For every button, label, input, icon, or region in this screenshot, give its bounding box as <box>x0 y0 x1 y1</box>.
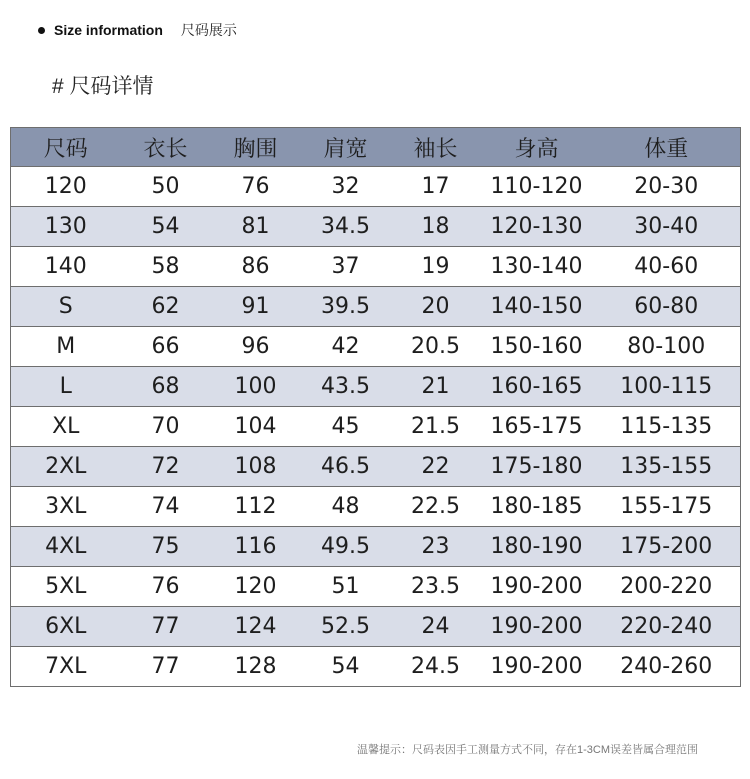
table-cell: 37 <box>301 247 391 287</box>
table-cell: 100-115 <box>593 367 741 407</box>
table-cell: 150-160 <box>481 327 593 367</box>
table-row <box>11 487 741 527</box>
table-cell: 3XL <box>11 487 121 527</box>
table-cell: 140 <box>11 247 121 287</box>
table-row <box>11 447 741 487</box>
table-cell: 140-150 <box>481 287 593 327</box>
table-cell: 70 <box>121 407 211 447</box>
table-cell: 40-60 <box>593 247 741 287</box>
table-cell: 46.5 <box>301 447 391 487</box>
size-table <box>10 127 741 687</box>
table-cell: 43.5 <box>301 367 391 407</box>
table-cell: 72 <box>121 447 211 487</box>
header <box>38 20 237 40</box>
table-cell: 17 <box>391 167 481 207</box>
table-cell: 76 <box>121 567 211 607</box>
table-row <box>11 327 741 367</box>
table-cell: 120 <box>211 567 301 607</box>
table-cell: 18 <box>391 207 481 247</box>
table-row <box>11 527 741 567</box>
table-cell: 124 <box>211 607 301 647</box>
table-cell: 100 <box>211 367 301 407</box>
table-cell: 62 <box>121 287 211 327</box>
table-row <box>11 567 741 607</box>
table-cell: 5XL <box>11 567 121 607</box>
column-header: 袖长 <box>391 128 481 167</box>
table-row <box>11 647 741 687</box>
size-information-title: Size information <box>54 22 163 38</box>
table-cell: 4XL <box>11 527 121 567</box>
table-cell: 75 <box>121 527 211 567</box>
table-cell: 34.5 <box>301 207 391 247</box>
table-cell: 240-260 <box>593 647 741 687</box>
table-cell: 116 <box>211 527 301 567</box>
table-cell: XL <box>11 407 121 447</box>
table-cell: 77 <box>121 607 211 647</box>
table-cell: 130 <box>11 207 121 247</box>
table-cell: 66 <box>121 327 211 367</box>
table-cell: L <box>11 367 121 407</box>
table-cell: 19 <box>391 247 481 287</box>
table-cell: 200-220 <box>593 567 741 607</box>
table-cell: 130-140 <box>481 247 593 287</box>
table-header-row <box>11 128 741 167</box>
table-cell: 115-135 <box>593 407 741 447</box>
table-cell: 110-120 <box>481 167 593 207</box>
table-cell: 50 <box>121 167 211 207</box>
table-cell: 120 <box>11 167 121 207</box>
table-cell: 21 <box>391 367 481 407</box>
table-cell: 39.5 <box>301 287 391 327</box>
table-cell: 48 <box>301 487 391 527</box>
table-cell: 32 <box>301 167 391 207</box>
table-row <box>11 247 741 287</box>
table-cell: 42 <box>301 327 391 367</box>
column-header: 体重 <box>593 128 741 167</box>
table-cell: 20 <box>391 287 481 327</box>
table-cell: 45 <box>301 407 391 447</box>
table-cell: 80-100 <box>593 327 741 367</box>
table-cell: 91 <box>211 287 301 327</box>
table-cell: 77 <box>121 647 211 687</box>
table-row <box>11 407 741 447</box>
table-cell: 128 <box>211 647 301 687</box>
table-cell: 74 <box>121 487 211 527</box>
column-header: 胸围 <box>211 128 301 167</box>
table-cell: 81 <box>211 207 301 247</box>
table-cell: 22 <box>391 447 481 487</box>
table-cell: 58 <box>121 247 211 287</box>
column-header: 肩宽 <box>301 128 391 167</box>
table-cell: 180-190 <box>481 527 593 567</box>
table-row <box>11 367 741 407</box>
table-cell: 96 <box>211 327 301 367</box>
table-cell: 135-155 <box>593 447 741 487</box>
table-cell: 220-240 <box>593 607 741 647</box>
column-header: 尺码 <box>11 128 121 167</box>
table-row <box>11 207 741 247</box>
table-cell: 76 <box>211 167 301 207</box>
table-cell: 30-40 <box>593 207 741 247</box>
table-cell: 160-165 <box>481 367 593 407</box>
table-cell: 20-30 <box>593 167 741 207</box>
table-row <box>11 167 741 207</box>
table-row <box>11 607 741 647</box>
bullet-icon <box>38 27 45 34</box>
table-cell: 68 <box>121 367 211 407</box>
table-cell: M <box>11 327 121 367</box>
table-cell: 108 <box>211 447 301 487</box>
table-cell: 24 <box>391 607 481 647</box>
footnote: 温馨提示：尺码表因手工测量方式不同，存在1-3CM误差皆属合理范围 <box>356 744 698 756</box>
table-cell: 23.5 <box>391 567 481 607</box>
table-row <box>11 287 741 327</box>
table-cell: 2XL <box>11 447 121 487</box>
column-header: 身高 <box>481 128 593 167</box>
table-cell: 190-200 <box>481 567 593 607</box>
table-cell: 49.5 <box>301 527 391 567</box>
size-display-title: 尺码展示 <box>180 22 237 38</box>
table-cell: 190-200 <box>481 647 593 687</box>
table-cell: 20.5 <box>391 327 481 367</box>
section-title: # 尺码详情 <box>52 75 154 98</box>
table-cell: 7XL <box>11 647 121 687</box>
table-cell: 21.5 <box>391 407 481 447</box>
table-cell: 86 <box>211 247 301 287</box>
table-cell: 23 <box>391 527 481 567</box>
column-header: 衣长 <box>121 128 211 167</box>
table-cell: 120-130 <box>481 207 593 247</box>
table-cell: 180-185 <box>481 487 593 527</box>
table-cell: 54 <box>301 647 391 687</box>
table-cell: 104 <box>211 407 301 447</box>
table-cell: S <box>11 287 121 327</box>
table-cell: 175-180 <box>481 447 593 487</box>
table-cell: 60-80 <box>593 287 741 327</box>
table-cell: 165-175 <box>481 407 593 447</box>
table-cell: 54 <box>121 207 211 247</box>
table-cell: 6XL <box>11 607 121 647</box>
table-cell: 24.5 <box>391 647 481 687</box>
table-cell: 155-175 <box>593 487 741 527</box>
table-cell: 22.5 <box>391 487 481 527</box>
table-cell: 51 <box>301 567 391 607</box>
table-cell: 175-200 <box>593 527 741 567</box>
table-cell: 190-200 <box>481 607 593 647</box>
table-cell: 52.5 <box>301 607 391 647</box>
table-cell: 112 <box>211 487 301 527</box>
